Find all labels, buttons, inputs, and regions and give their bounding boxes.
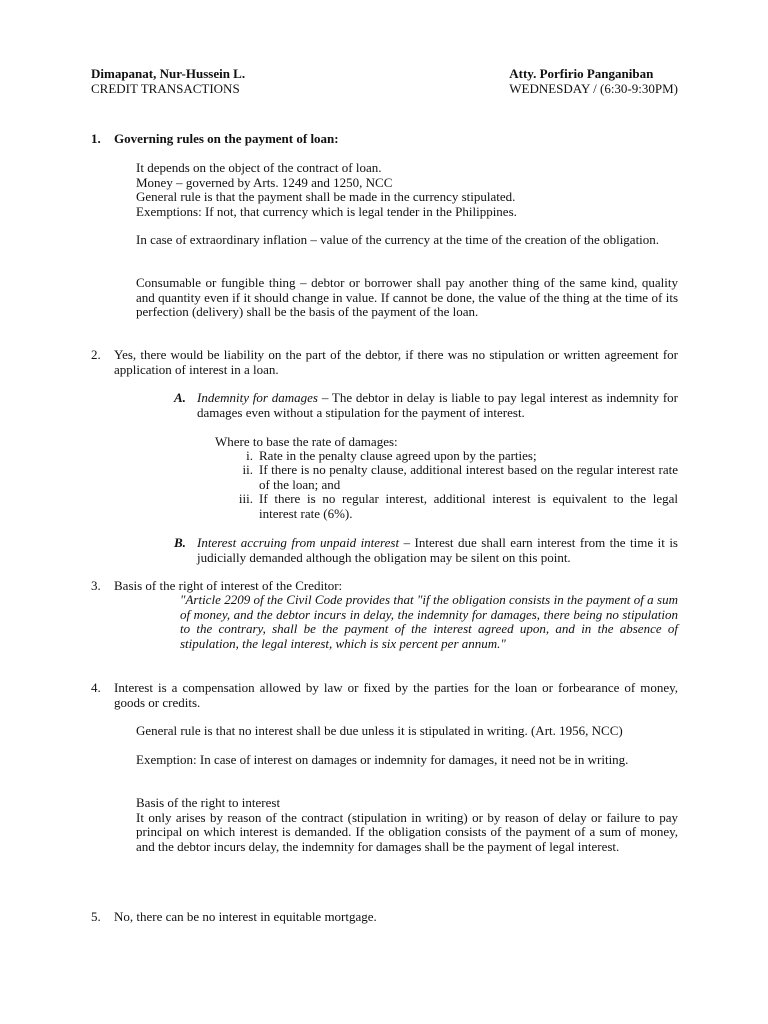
- item-3-text: Basis of the right of interest of the Creditor:: [114, 578, 343, 593]
- item-5-text: No, there can be no interest in equitable mortgage.: [114, 909, 377, 924]
- item-4-paragraph-1: General rule is that no interest shall be due unless it is stipulated in writing. (Art. 1956, NCC): [136, 723, 623, 738]
- item-1-line-2: Money – governed by Arts. 1249 and 1250, NCC: [136, 174, 393, 190]
- item-1-line-4: Exemptions: If not, that currency which is legal tender in the Philippines.: [136, 203, 517, 219]
- header-right: [509, 67, 678, 96]
- item-1-paragraph-3: Consumable or fungible thing – debtor or borrower shall pay another thing of the same kind, quality and quantity even if it should change in value. If cannot be done, the value of the thing at the time of its perfection (delivery) shall be the basis of the payment of the loan.: [136, 275, 678, 320]
- item-1-paragraph-1: [136, 161, 678, 219]
- damages-item-3-text: If there is no regular interest, additional interest is equivalent to the legal interest rate (6%).: [259, 491, 678, 521]
- item-4-paragraph-3: [136, 796, 678, 854]
- course-name: CREDIT TRANSACTIONS: [91, 80, 240, 96]
- damages-item-1-number: i.: [246, 448, 253, 463]
- class-schedule: WEDNESDAY / (6:30-9:30PM): [509, 80, 678, 96]
- item-2b-label: B.: [174, 535, 186, 550]
- item-4-basis-heading: Basis of the right to interest: [136, 795, 281, 810]
- item-5-number: 5.: [91, 909, 101, 924]
- item-2b-body: – Interest due shall earn interest from the time it is judicially demanded although the obligation may be silent on this point.: [197, 535, 678, 565]
- professor-name: Atty. Porfirio Panganiban: [509, 66, 654, 81]
- item-2-text: Yes, there would be liability on the part of the debtor, if there was no stipulation or written agreement for application of interest in a loan.: [114, 347, 678, 377]
- item-2b-title: Interest accruing from unpaid interest: [197, 535, 400, 550]
- item-2a-title: Indemnity for damages: [197, 390, 318, 405]
- item-1-line-3: General rule is that the payment shall be made in the currency stipulated.: [136, 189, 516, 205]
- damages-item-3-number: iii.: [238, 491, 253, 506]
- item-3-number: 3.: [91, 578, 101, 593]
- item-4-paragraph-2: Exemption: In case of interest on damages or indemnity for damages, it need not be in writing.: [136, 752, 629, 767]
- item-1-number: 1.: [91, 131, 101, 146]
- student-name: Dimapanat, Nur-Hussein L.: [91, 66, 246, 81]
- item-2b-text: [197, 536, 678, 565]
- item-4-text: Interest is a compensation allowed by law or fixed by the parties for the loan or forbearance of money, goods or credits.: [114, 680, 678, 710]
- item-2a-label: A.: [174, 390, 186, 405]
- civil-code-quote: "Article 2209 of the Civil Code provides that "if the obligation consists in the payment of a sum of money, and the debtor incurs in delay, the indemnity for damages, there being no stipulation to the contrary, shall be the payment of the interest agreed upon, and in the absence of stipulation, the legal interest, which is six percent per annum.": [180, 592, 678, 651]
- item-1-line-1: It depends on the object of the contract of loan.: [136, 160, 382, 175]
- item-2-number: 2.: [91, 347, 101, 362]
- damages-item-2-number: ii.: [242, 462, 253, 477]
- damages-item-2-text: If there is no penalty clause, additional interest based on the regular interest rate of the loan; and: [259, 462, 678, 492]
- damages-rate-heading: Where to base the rate of damages:: [215, 434, 398, 449]
- item-4-number: 4.: [91, 680, 101, 695]
- item-2a-text: [197, 391, 678, 420]
- damages-item-1-text: Rate in the penalty clause agreed upon by the parties;: [259, 448, 537, 463]
- header-left: [91, 67, 245, 96]
- item-1-paragraph-2: In case of extraordinary inflation – value of the currency at the time of the creation of the obligation.: [136, 232, 660, 247]
- item-4-basis-text: It only arises by reason of the contract (stipulation in writing) or by reason of delay or failure to pay principal on which interest is demanded. If the obligation consists of the payment of a sum of money, and the debtor incurs delay, the indemnity for damages shall be the payment of legal interest.: [136, 809, 678, 854]
- item-1-title: Governing rules on the payment of loan:: [114, 131, 339, 146]
- item-2a-body: – The debtor in delay is liable to pay legal interest as indemnity for damages even without a stipulation for the payment of interest.: [197, 390, 678, 420]
